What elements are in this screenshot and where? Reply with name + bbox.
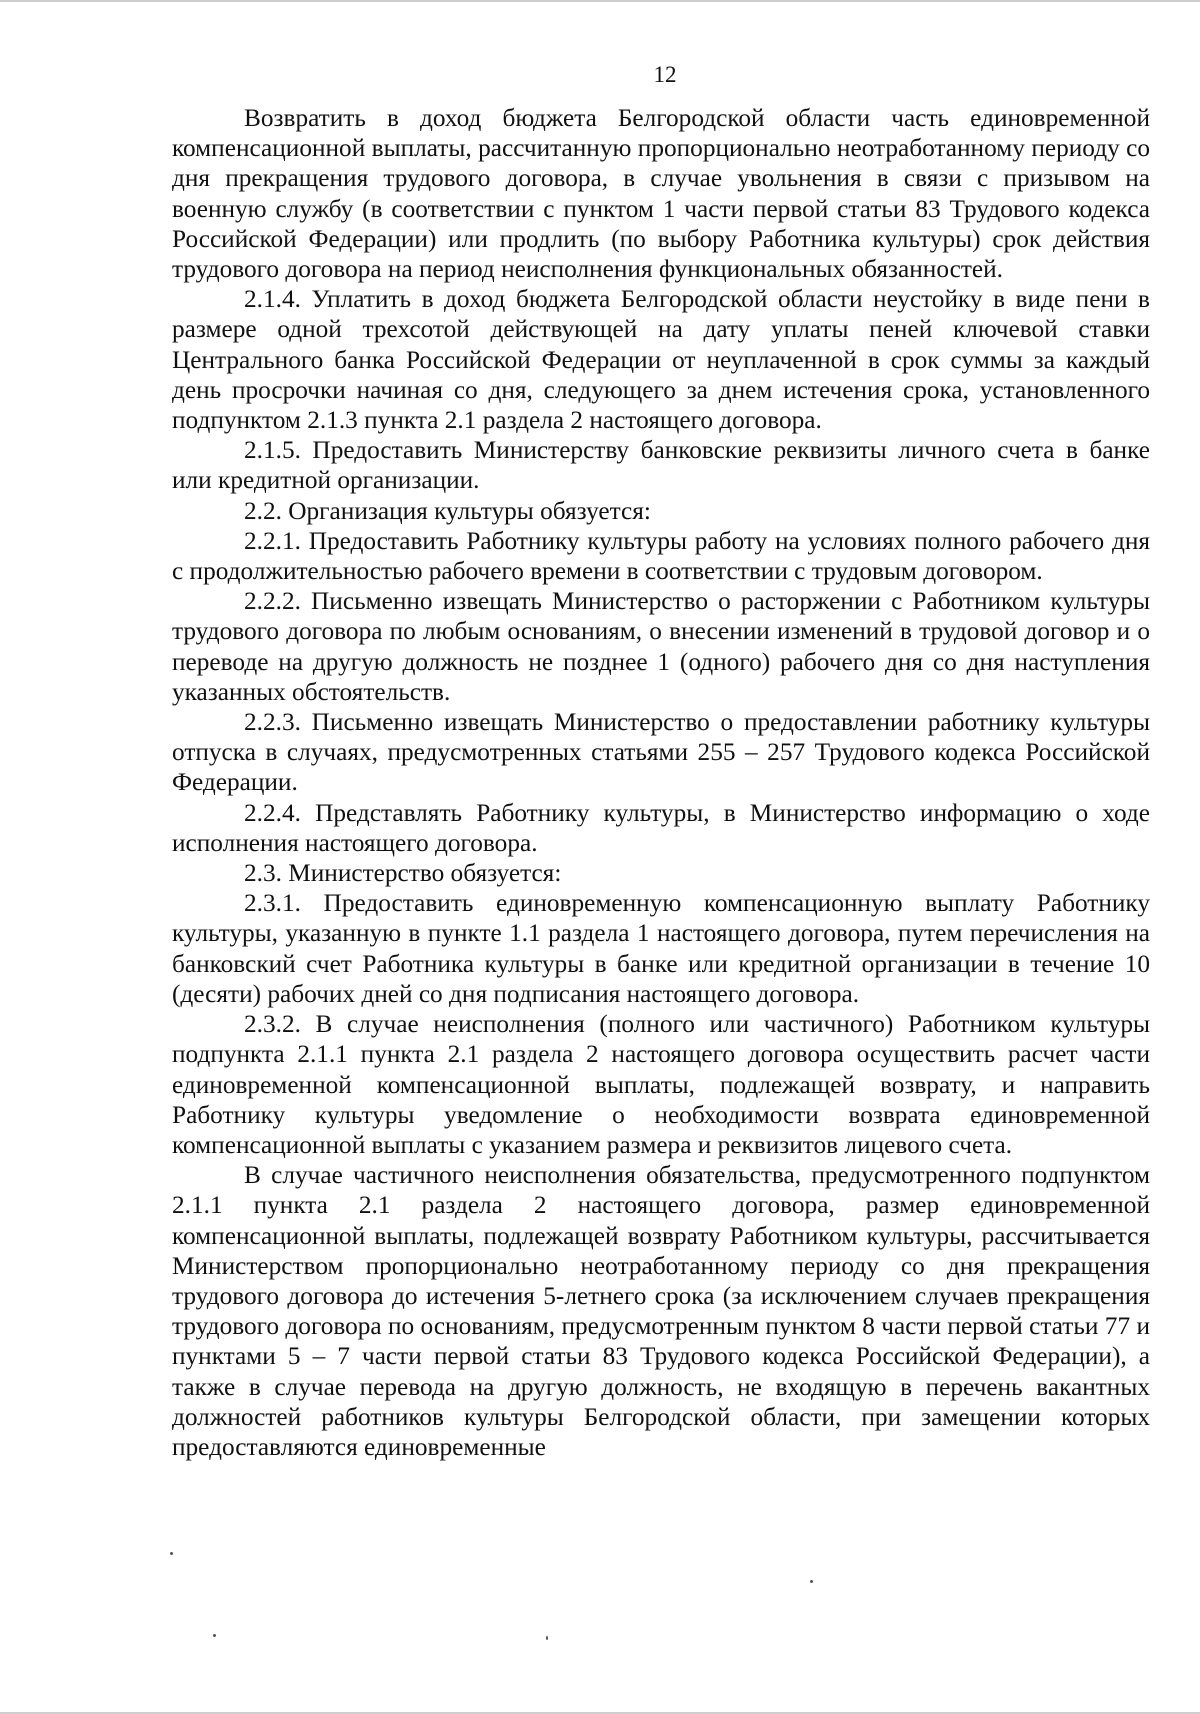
- scan-speck: [546, 1636, 548, 1640]
- paragraph-2-3-2: 2.3.2. В случае неисполнения (полного или частичного) Работником культуры подпункта 2.1.1 пункта 2.1 раздела 2 настоящего договора осуществить расчет части единовременной компенсационной выплаты, подлежащей возврату, и направить Работнику культуры уведомление о необходимости возврата единовременной компенсационной выплаты с указанием размера и реквизитов лицевого счета.: [172, 1010, 1150, 1159]
- paragraph-2-3-1: 2.3.1. Предоставить единовременную компенсационную выплату Работнику культуры, указанную в пункте 1.1 раздела 1 настоящего договора, путем перечисления на банковский счет Работника культуры в банке или кредитной организации в течение 10 (десяти) рабочих дней со дня подписания настоящего договора.: [172, 889, 1150, 1008]
- scan-speck: [170, 1552, 173, 1555]
- document-body: [172, 103, 1150, 1462]
- paragraph-2-1-5: 2.1.5. Предоставить Министерству банковские реквизиты личного счета в банке или кредитной организации.: [172, 436, 1150, 495]
- paragraph-2-1-4: 2.1.4. Уплатить в доход бюджета Белгородской области неустойку в виде пени в размере одной трехсотой действующей на дату уплаты пеней ключевой ставки Центрального банка Российской Федерации от неуплаченной в срок суммы за каждый день просрочки начиная со дня, следующего за днем истечения срока, установленного подпунктом 2.1.3 пункта 2.1 раздела 2 настоящего договора.: [172, 285, 1150, 435]
- page-number: 12: [653, 62, 677, 87]
- paragraph-2-2-2: 2.2.2. Письменно извещать Министерство о расторжении с Работником культуры трудового договора по любым основаниям, о внесении изменений в трудовой договор и о переводе на другую должность не позднее 1 (одного) рабочего дня со дня наступления указанных обстоятельств.: [172, 587, 1150, 706]
- paragraph-2-2: 2.2. Организация культуры обязуется:: [244, 496, 651, 525]
- paragraph-refund-on-military-service: Возвратить в доход бюджета Белгородской области часть единовременной компенсационной выплаты, рассчитанную пропорционально неотработанному периоду со дня прекращения трудового договора, в случае увольнения в связи с призывом на военную службу (в соответствии с пунктом 1 части первой статьи 83 Трудового кодекса Российской Федерации) или продлить (по выбору Работника культуры) срок действия трудового договора на период неисполнения функциональных обязанностей.: [172, 104, 1150, 284]
- paragraph-2-2-4: 2.2.4. Представлять Работнику культуры, в Министерство информацию о ходе исполнения настоящего договора.: [172, 798, 1150, 857]
- paragraph-partial-nonfulfillment: В случае частичного неисполнения обязательства, предусмотренного подпунктом 2.1.1 пункта 2.1 раздела 2 настоящего договора, размер единовременной компенсационной выплаты, подлежащей возврату Работником культуры, рассчитывается Министерством пропорционально неотработанному периоду со дня прекращения трудового договора до истечения 5-летнего срока (за исключением случаев прекращения трудового договора по основаниям, предусмотренным пунктом 8 части первой статьи 77 и пунктами 5 – 7 части первой статьи 83 Трудового кодекса Российской Федерации), а также в случае перевода на другую должность, не входящую в перечень вакантных должностей работников культуры Белгородской области, при замещении которых предоставляются единовременные: [172, 1161, 1150, 1461]
- paragraph-2-2-3: 2.2.3. Письменно извещать Министерство о предоставлении работнику культуры отпуска в случаях, предусмотренных статьями 255 – 257 Трудового кодекса Российской Федерации.: [172, 708, 1150, 797]
- paragraph-2-2-1: 2.2.1. Предоставить Работнику культуры работу на условиях полного рабочего дня с продолжительностью рабочего времени в соответствии с трудовым договором.: [172, 526, 1150, 586]
- page-top-edge: [0, 0, 1200, 2]
- scan-speck: [213, 1634, 216, 1637]
- paragraph-2-3: 2.3. Министерство обязуется:: [244, 859, 562, 888]
- scan-speck: [810, 1580, 813, 1583]
